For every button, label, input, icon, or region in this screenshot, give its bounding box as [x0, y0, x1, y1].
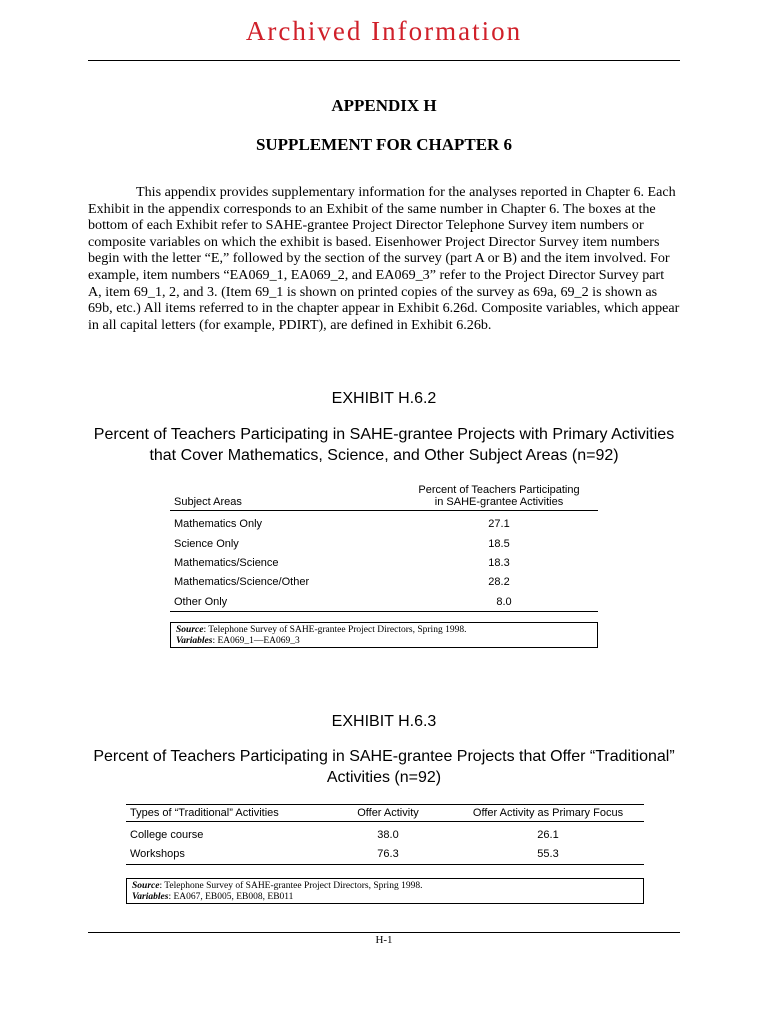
column-header-percent-line2: in SAHE-grantee Activities — [434, 495, 564, 508]
offer-cell: 38.0 — [377, 828, 399, 841]
exhibit-h63-title-line1: Percent of Teachers Participating in SAHE-grantee Projects that Offer “Traditional” — [93, 748, 675, 765]
exhibit-h62-label: EXHIBIT H.6.2 — [331, 390, 437, 407]
source-text: : Telephone Survey of SAHE-grantee Project Directors, Spring 1998. — [159, 881, 423, 891]
exhibit-h62-title — [88, 424, 680, 466]
column-header-offer: Offer Activity — [324, 805, 452, 822]
table-row — [126, 822, 644, 845]
subject-cell: Science Only — [174, 537, 239, 550]
column-header-percent-line1: Percent of Teachers Participating — [418, 483, 580, 496]
primary-focus-cell: 55.3 — [452, 844, 644, 864]
column-header-percent — [400, 478, 598, 510]
table-row — [170, 592, 598, 612]
source-label: Source — [132, 881, 160, 891]
variables-text: : EA069_1—EA069_3 — [212, 635, 300, 646]
activity-type-cell: Workshops — [126, 844, 324, 864]
header-rule — [88, 60, 680, 61]
column-header-primary-focus: Offer Activity as Primary Focus — [452, 805, 644, 822]
table-row — [170, 553, 598, 572]
value-cell: 18.5 — [488, 537, 510, 550]
variables-label: Variables — [132, 891, 169, 902]
subject-cell: Mathematics/Science — [174, 556, 279, 569]
table-row — [126, 844, 644, 864]
intro-paragraph: This appendix provides supplementary information for the analyses reported in Chapter 6. Each Exhibit in the appendix corresponds to an Exhibit of the same number in Chapter 6. The boxes at the bottom of each Exhibit refer to SAHE-grantee Project Director Telephone Survey item numbers or composite variables on which the exhibit is based. Eisenhower Project Director Survey item numbers begin with the letter “E,” followed by the section of the survey (part A or B) and the item involved. For example, item numbers “EA069_1, EA069_2, and EA069_3” refer to the Project Director Survey part A, item 69_1, 2, and 3. (Item 69_1 is shown on printed copies of the survey as 69a, 69_2 is shown as 69b, etc.) All items referred to in the chapter appear in Exhibit 6.26d. Composite variables, which appear in all capital letters (for example, PDIRT), are defined in Exhibit 6.26b. — [88, 184, 680, 333]
exhibit-h62-title-line2: that Cover Mathematics, Science, and Other Subject Areas (n=92) — [149, 447, 619, 464]
page-number: H-1 — [375, 934, 393, 946]
source-text: : Telephone Survey of SAHE-grantee Project Directors, Spring 1998. — [203, 625, 467, 635]
exhibit-h63-title — [88, 746, 680, 788]
value-cell: 28.2 — [488, 576, 510, 589]
exhibit-h63-table — [126, 804, 644, 865]
source-label: Source — [176, 625, 204, 635]
appendix-subtitle: SUPPLEMENT FOR CHAPTER 6 — [255, 135, 513, 154]
exhibit-h63-title-line2: Activities (n=92) — [326, 769, 442, 786]
variables-label: Variables — [176, 635, 213, 646]
exhibit-h63-source-box — [126, 878, 644, 904]
value-cell: 27.1 — [488, 518, 510, 531]
offer-cell: 76.3 — [324, 844, 452, 864]
exhibit-h62-title-line1: Percent of Teachers Participating in SAHE-grantee Projects with Primary Activities — [93, 426, 675, 443]
subject-cell: Mathematics Only — [174, 518, 263, 531]
exhibit-h62-source-box — [170, 622, 598, 648]
table-row — [170, 510, 598, 534]
archived-banner: Archived Information — [245, 16, 523, 46]
appendix-title: APPENDIX H — [331, 96, 437, 115]
exhibit-h62-table — [170, 478, 598, 612]
subject-cell: Other Only — [170, 592, 400, 612]
column-header-subject: Subject Areas — [170, 478, 400, 510]
footer-rule — [88, 932, 680, 933]
primary-focus-cell: 26.1 — [537, 828, 559, 841]
value-cell: 18.3 — [488, 556, 510, 569]
column-header-activity-type: Types of “Traditional” Activities — [126, 805, 324, 822]
exhibit-h63-label: EXHIBIT H.6.3 — [331, 713, 437, 730]
table-row — [170, 534, 598, 553]
activity-type-cell: College course — [130, 828, 204, 841]
subject-cell: Mathematics/Science/Other — [174, 576, 310, 589]
variables-text: : EA067, EB005, EB008, EB011 — [168, 891, 294, 902]
value-cell: 8.0 — [400, 592, 598, 612]
table-row — [170, 573, 598, 592]
